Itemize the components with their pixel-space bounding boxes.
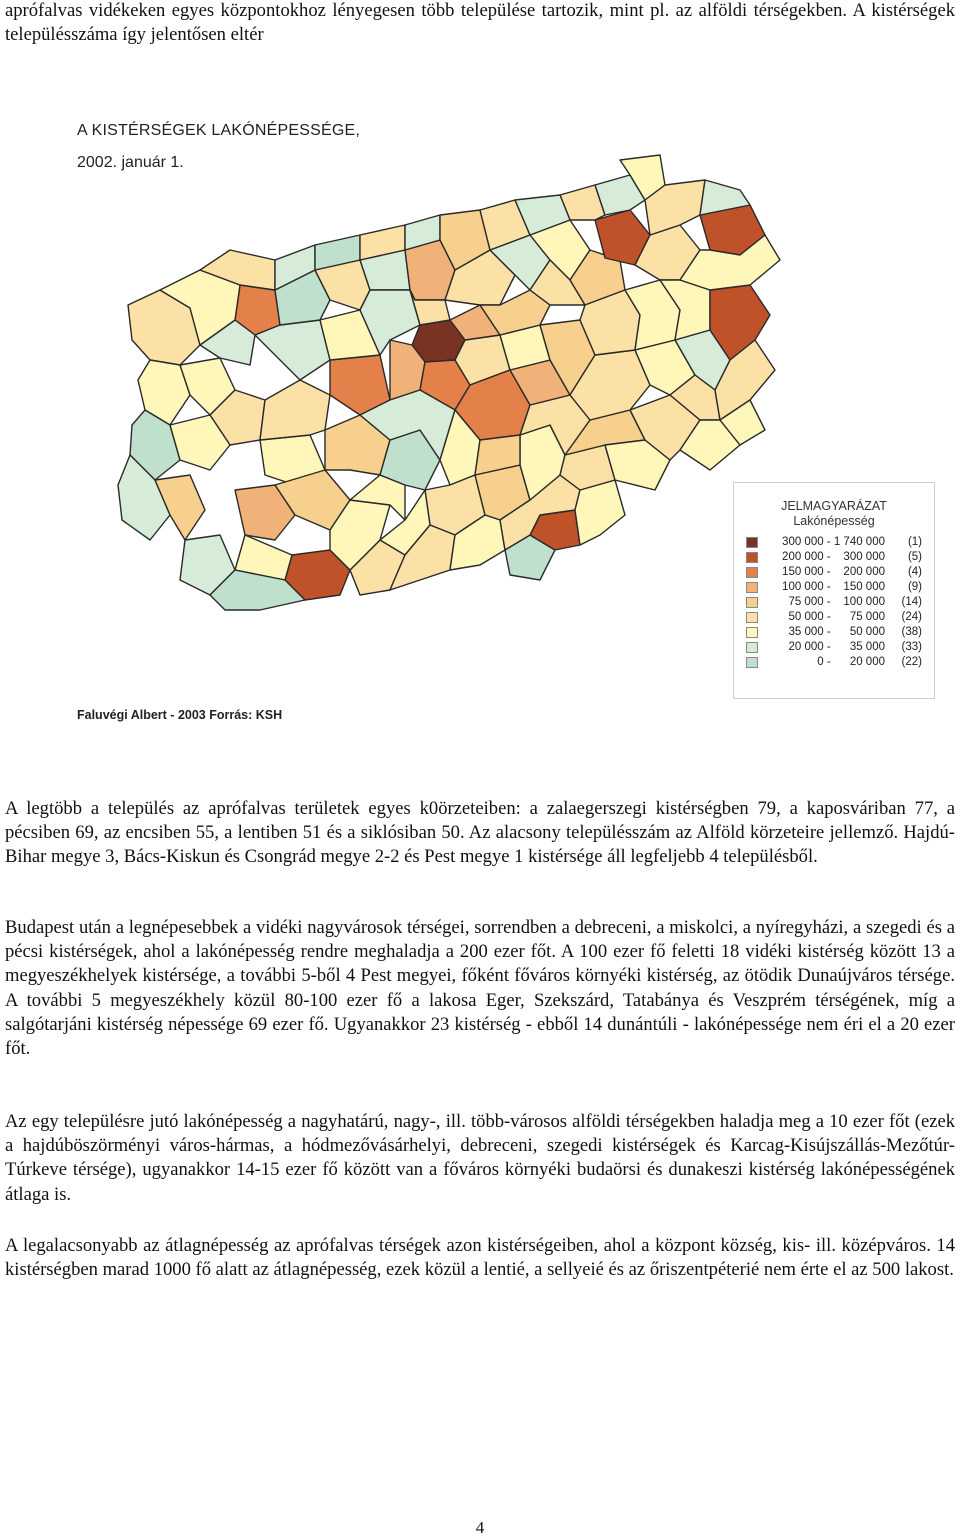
legend-count: (1)	[907, 536, 922, 548]
body-paragraph: Budapest után a legnépesebbek a vidéki nagyvárosok térségei, sorrendben a debreceni, a miskolci, a nyíregyházi, a szegedi és a pécsi kistérségek, ahol a lakónépesség rendre meghaladja a 200 ezer főt. A 100 ezer fő feletti 18 vidéki kistérség között 13 a megyeszékhelyek kistérsége, a további 5-ből 4 Pest megyei, főként főváros környéki kistérség, az ötödik Dunaújváros térsége. A további 5 megyeszékhely közül 80-100 ezer fő a lakosa Eger, Szekszárd, Tatabánya és Veszprém térségének, míg a salgótarjáni kistérség népessége 69 ezer fő. Ugyanakkor 23 kistérség - ebből 14 dunántúli - lakónépessége nem éri el a 20 ezer főt.	[5, 917, 955, 1060]
map-date: 2002. január 1.	[77, 154, 184, 171]
body-paragraph: A legtöbb a település az aprófalvas területek egyes k0örzeteiben: a zalaegerszegi kistérségben 79, a kaposváriban 77, a pécsiben 69, az encsiben 55, a lentiben 51 és a siklósiban 50. Az alacsony településszám az Alföld körzeteire jellemző. Hajdú-Bihar megye 3, Bács-Kiskun és Csongrád megye 2-2 és Pest megye 1 kistérsége áll legfeljebb 4 településből.	[5, 798, 955, 868]
legend-swatch	[746, 552, 758, 563]
page-number: 4	[475, 1518, 485, 1537]
legend-row	[746, 566, 931, 580]
legend-title: JELMAGYARÁZAT	[781, 499, 887, 513]
legend-swatch	[746, 612, 758, 623]
legend-range: 300 000 - 1 740 000	[782, 536, 885, 548]
legend-range: 150 000 - 200 000	[782, 566, 885, 578]
legend-row	[746, 536, 931, 550]
legend-row	[746, 641, 931, 655]
legend-range: 0 - 20 000	[817, 656, 885, 668]
legend-swatch	[746, 657, 758, 668]
legend-range: 20 000 - 35 000	[788, 641, 885, 653]
legend-count: (5)	[907, 551, 922, 563]
legend-range: 35 000 - 50 000	[788, 626, 885, 638]
map-credit: Faluvégi Albert - 2003 Forrás: KSH	[77, 708, 283, 722]
legend-count: (9)	[907, 581, 922, 593]
legend-swatch	[746, 567, 758, 578]
legend-row	[746, 581, 931, 595]
body-paragraph: Az egy településre jutó lakónépesség a nagyhatárú, nagy-, ill. több-városos alföldi térségekben haladja meg a 10 ezer főt (ezek a hajdúböszörményi város-hármas, a hódmezővásárhelyi, debreceni, szegedi kistérségek és Karcag-Kisújszállás-Mezőtúr-Túrkeve térsége), ugyanakkor 14-15 ezer fő között van a főváros környéki budaörsi és dunakeszi kistérség lakónépességének átlaga is.	[5, 1111, 955, 1205]
legend-range: 50 000 - 75 000	[788, 611, 885, 623]
legend-swatch	[746, 642, 758, 653]
legend-row	[746, 626, 931, 640]
intro-paragraph: aprófalvas vidékeken egyes központokhoz lényegesen több települése tartozik, mint pl. az alföldi térségekben. A kistérségek településszáma így jelentősen eltér	[5, 0, 955, 46]
legend-row	[746, 656, 931, 670]
legend-swatch	[746, 582, 758, 593]
legend-range: 75 000 - 100 000	[788, 596, 885, 608]
legend-row	[746, 611, 931, 625]
legend-swatch	[746, 627, 758, 638]
map-legend	[733, 482, 935, 699]
legend-count: (14)	[901, 596, 922, 608]
legend-range: 100 000 - 150 000	[782, 581, 885, 593]
body-paragraph: A legalacsonyabb az átlagnépesség az aprófalvas térségek azon kistérségeiben, ahol a központ község, kis- ill. középváros. 14 kistérségben marad 1000 fő alatt az átlagnépesség, ezek közül a lentié, a sellyeié és az őriszentpéterié nem érte el az 500 lakost.	[5, 1235, 955, 1281]
legend-row	[746, 596, 931, 610]
legend-row	[746, 551, 931, 565]
legend-swatch	[746, 537, 758, 548]
legend-count: (4)	[907, 566, 922, 578]
map-title: A KISTÉRSÉGEK LAKÓNÉPESSÉGE,	[77, 122, 361, 139]
legend-swatch	[746, 597, 758, 608]
legend-subtitle: Lakónépesség	[793, 514, 875, 528]
map-region	[260, 380, 330, 440]
legend-count: (38)	[901, 626, 922, 638]
legend-range: 200 000 - 300 000	[782, 551, 885, 563]
legend-count: (22)	[901, 656, 922, 668]
legend-count: (24)	[901, 611, 922, 623]
legend-count: (33)	[901, 641, 922, 653]
